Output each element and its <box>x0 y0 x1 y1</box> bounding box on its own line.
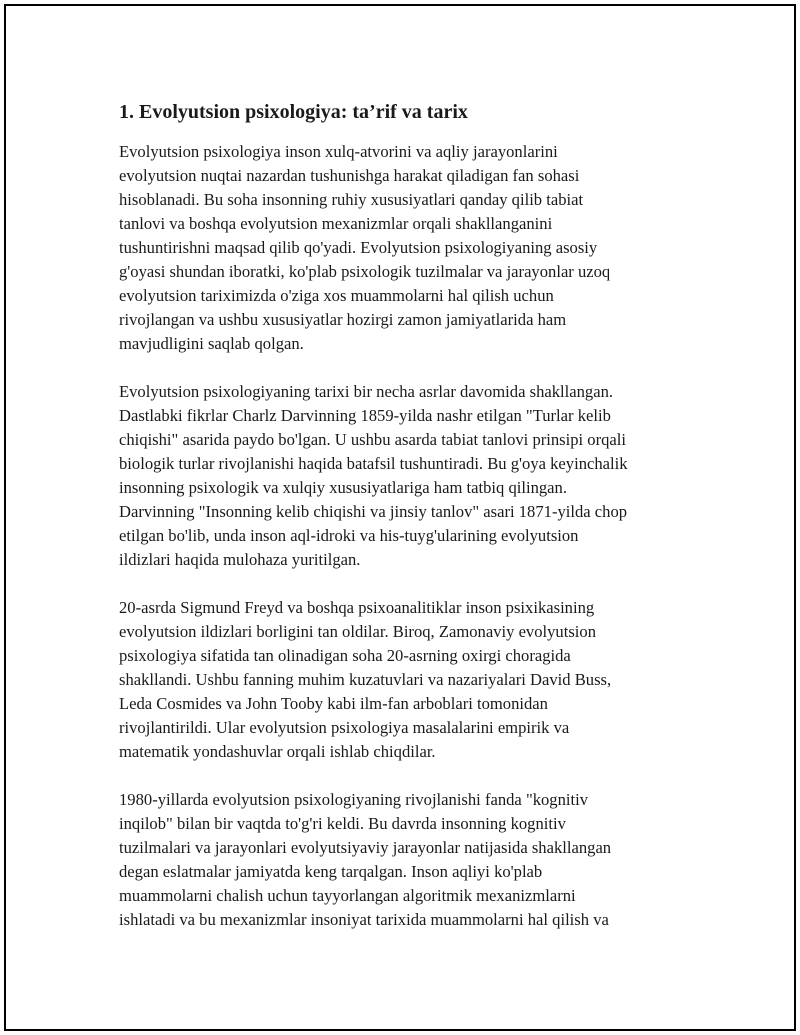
paragraph-20th-century: 20-asrda Sigmund Freyd va boshqa psixoanalitiklar inson psixikasining evolyutsion ildizlari borligini tan oldilar. Biroq, Zamonaviy evolyutsion psixologiya sifatida tan olinadigan soha 20-asrning oxirgi choragida shakllandi. Ushbu fanning muhim kuzatuvlari va nazariyalari David Buss, Leda Cosmides va John Tooby kabi ilm-fan arboblari tomonidan rivojlantirildi. Ular evolyutsion psixologiya masalalarini empirik va matematik yondashuvlar orqali ishlab chiqdilar. <box>119 598 612 761</box>
paragraph-1980s: 1980-yillarda evolyutsion psixologiyaning rivojlanishi fanda "kognitiv inqilob" bilan bir vaqtda to'g'ri keldi. Bu davrda insonning kognitiv tuzilmalari va jarayonlari evolyutsiyaviy jarayonlar natijasida shakllangan degan eslatmalar jamiyatda keng tarqalgan. Inson aqliyi ko'plab muammolarni chalish uchun tayyorlangan algoritmik mexanizmlarni ishlatadi va bu mexanizmlar insoniyat tarixida muammolarni hal qilish va <box>119 790 612 929</box>
document-body <box>119 98 694 956</box>
paragraph-history-darwin: Evolyutsion psixologiyaning tarixi bir necha asrlar davomida shakllangan. Dastlabki fikrlar Charlz Darvinning 1859-yilda nashr etilgan "Turlar kelib chiqishi" asarida paydo bo'lgan. U ushbu asarda tabiat tanlovi prinsipi orqali biologik turlar rivojlanishi haqida batafsil tushuntiradi. Bu g'oya keyinchalik insonning psixologik va xulqiy xususiyatlariga ham tatbiq qilingan. Darvinning "Insonning kelib chiqishi va jinsiy tanlov" asari 1871-yilda chop etilgan bo'lib, unda inson aql-idroki va his-tuyg'ularining evolyutsion ildizlari haqida mulohaza yuritilgan. <box>119 382 628 569</box>
paragraph-definition: Evolyutsion psixologiya inson xulq-atvorini va aqliy jarayonlarini evolyutsion nuqtai nazardan tushunishga harakat qiladigan fan sohasi hisoblanadi. Bu soha insonning ruhiy xususiyatlari qanday qilib tabiat tanlovi va boshqa evolyutsion mexanizmlar orqali shakllanganini tushuntirishni maqsad qilib qo'yadi. Evolyutsion psixologiyaning asosiy g'oyasi shundan iboratki, ko'plab psixologik tuzilmalar va jarayonlar uzoq evolyutsion tariximizda o'ziga xos muammolarni hal qilish uchun rivojlangan va ushbu xususiyatlar hozirgi zamon jamiyatlarida ham mavjudligini saqlab qolgan. <box>119 142 611 353</box>
section-heading: 1. Evolyutsion psixologiya: ta’rif va tarix <box>119 101 468 123</box>
page-frame <box>4 4 796 1031</box>
